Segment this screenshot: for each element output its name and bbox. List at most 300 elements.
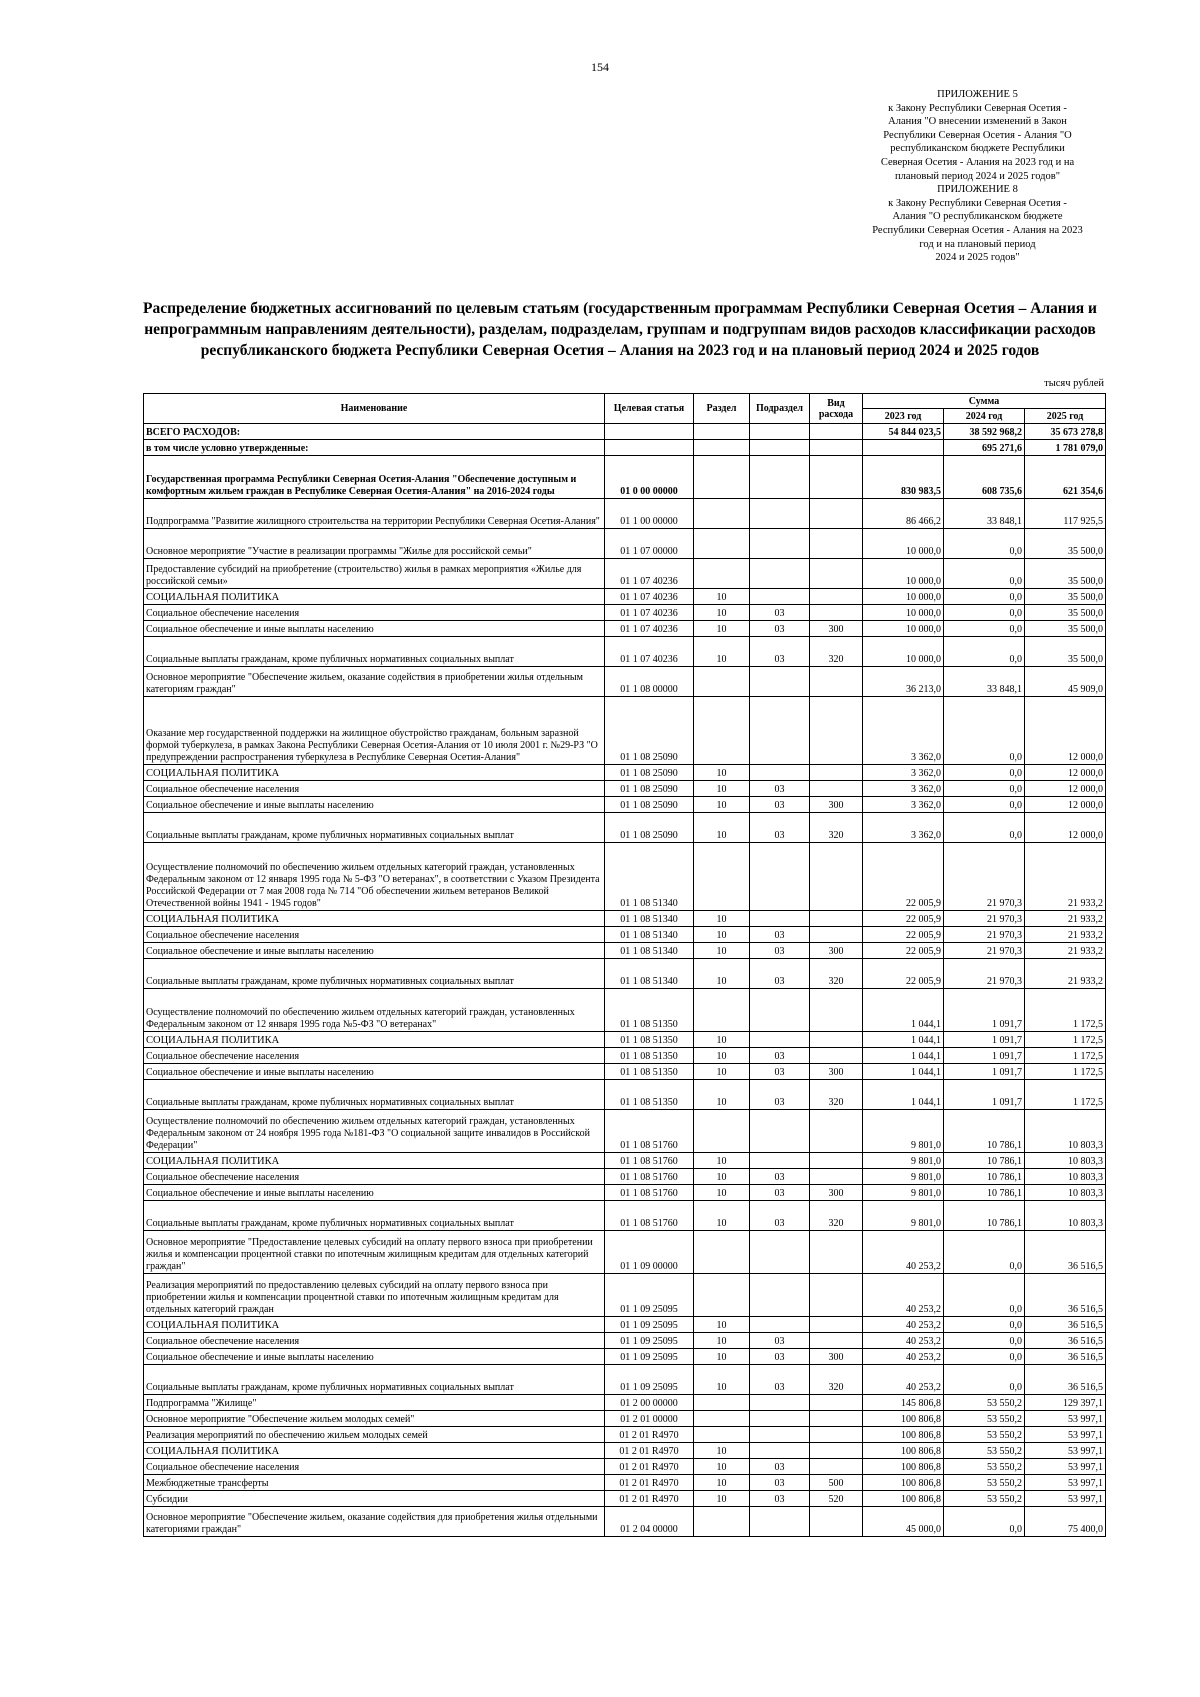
table-row	[144, 843, 1106, 911]
row-2023: 145 806,8	[863, 1395, 944, 1411]
header-2023: 2023 год	[863, 409, 944, 424]
appendix-line: Алания "О внесении изменений в Закон	[888, 116, 1067, 128]
row-subsection: 03	[750, 781, 810, 797]
row-name: Межбюджетные трансферты	[144, 1475, 605, 1491]
row-section: 10	[694, 1333, 750, 1349]
row-code: 01 1 09 25095	[605, 1317, 694, 1333]
row-name: Социальное обеспечение населения	[144, 1333, 605, 1349]
row-2023: 100 806,8	[863, 1459, 944, 1475]
row-code: 01 1 07 00000	[605, 529, 694, 559]
row-name: Социальное обеспечение населения	[144, 1169, 605, 1185]
row-2023: 100 806,8	[863, 1411, 944, 1427]
row-2023: 40 253,2	[863, 1333, 944, 1349]
row-subsection: 03	[750, 1169, 810, 1185]
row-2023: 36 213,0	[863, 667, 944, 697]
row-2024: 53 550,2	[944, 1459, 1025, 1475]
row-2025: 36 516,5	[1025, 1365, 1106, 1395]
row-2023: 54 844 023,5	[863, 424, 944, 440]
row-2025: 10 803,3	[1025, 1153, 1106, 1169]
row-kind: 320	[810, 813, 863, 843]
row-name: Социальное обеспечение населения	[144, 1048, 605, 1064]
row-2025: 53 997,1	[1025, 1411, 1106, 1427]
row-subsection	[750, 989, 810, 1032]
row-code: 01 1 08 51340	[605, 911, 694, 927]
row-kind	[810, 765, 863, 781]
row-2024: 10 786,1	[944, 1153, 1025, 1169]
row-name: Социальные выплаты гражданам, кроме публичных нормативных социальных выплат	[144, 959, 605, 989]
table-row	[144, 1274, 1106, 1317]
row-2025: 36 516,5	[1025, 1333, 1106, 1349]
row-name: СОЦИАЛЬНАЯ ПОЛИТИКА	[144, 911, 605, 927]
table-row	[144, 1064, 1106, 1080]
row-code: 01 1 08 51350	[605, 1048, 694, 1064]
row-2023: 3 362,0	[863, 781, 944, 797]
row-name: СОЦИАЛЬНАЯ ПОЛИТИКА	[144, 1032, 605, 1048]
row-subsection	[750, 697, 810, 765]
row-code: 01 1 07 40236	[605, 559, 694, 589]
row-name: Подпрограмма "Жилище"	[144, 1395, 605, 1411]
table-row	[144, 943, 1106, 959]
row-2023: 86 466,2	[863, 499, 944, 529]
appendix-line: ПРИЛОЖЕНИЕ 5	[937, 89, 1018, 100]
row-2024: 33 848,1	[944, 667, 1025, 697]
row-section: 10	[694, 589, 750, 605]
row-code: 01 1 08 25090	[605, 765, 694, 781]
row-code: 01 1 09 25095	[605, 1274, 694, 1317]
table-row	[144, 1365, 1106, 1395]
table-row	[144, 1032, 1106, 1048]
row-2025: 35 500,0	[1025, 559, 1106, 589]
row-section	[694, 456, 750, 499]
appendix-line: Алания "О республиканском бюджете	[892, 211, 1063, 223]
row-code: 01 1 08 25090	[605, 797, 694, 813]
appendix-line: плановый период 2024 и 2025 годов"	[894, 170, 1061, 182]
row-code: 01 1 08 51350	[605, 1032, 694, 1048]
row-2023: 1 044,1	[863, 1032, 944, 1048]
row-2023	[863, 440, 944, 456]
row-2023: 10 000,0	[863, 621, 944, 637]
row-section	[694, 697, 750, 765]
table-row	[144, 813, 1106, 843]
row-section: 10	[694, 1443, 750, 1459]
row-subsection: 03	[750, 1365, 810, 1395]
row-2024: 0,0	[944, 621, 1025, 637]
row-2024: 33 848,1	[944, 499, 1025, 529]
row-2024: 0,0	[944, 559, 1025, 589]
row-section: 10	[694, 1475, 750, 1491]
row-2023: 10 000,0	[863, 605, 944, 621]
row-name: Социальное обеспечение и иные выплаты населению	[144, 621, 605, 637]
row-2024: 1 091,7	[944, 1080, 1025, 1110]
row-name: Основное мероприятие "Обеспечение жильем молодых семей"	[144, 1411, 605, 1427]
row-subsection	[750, 424, 810, 440]
table-row	[144, 697, 1106, 765]
row-kind: 300	[810, 1349, 863, 1365]
table-row	[144, 797, 1106, 813]
row-section: 10	[694, 1032, 750, 1048]
row-2024: 0,0	[944, 1365, 1025, 1395]
row-subsection: 03	[750, 1475, 810, 1491]
row-code: 01 1 08 51340	[605, 959, 694, 989]
row-code: 01 1 08 51340	[605, 843, 694, 911]
row-section	[694, 424, 750, 440]
row-2025: 1 172,5	[1025, 1032, 1106, 1048]
row-name: Социальное обеспечение населения	[144, 781, 605, 797]
row-2025: 12 000,0	[1025, 813, 1106, 843]
row-subsection: 03	[750, 1349, 810, 1365]
row-kind	[810, 667, 863, 697]
row-kind	[810, 1459, 863, 1475]
table-row	[144, 440, 1106, 456]
row-2023: 22 005,9	[863, 927, 944, 943]
table-row	[144, 1395, 1106, 1411]
row-2025: 35 500,0	[1025, 605, 1106, 621]
table-row	[144, 1507, 1106, 1537]
row-kind	[810, 529, 863, 559]
table-row	[144, 1169, 1106, 1185]
row-2025: 12 000,0	[1025, 797, 1106, 813]
row-subsection: 03	[750, 621, 810, 637]
row-section: 10	[694, 765, 750, 781]
row-2025: 21 933,2	[1025, 927, 1106, 943]
row-kind: 300	[810, 797, 863, 813]
row-2024: 53 550,2	[944, 1395, 1025, 1411]
table-row	[144, 765, 1106, 781]
row-2023: 9 801,0	[863, 1110, 944, 1153]
row-name: Социальные выплаты гражданам, кроме публичных нормативных социальных выплат	[144, 637, 605, 667]
row-code: 01 1 08 51340	[605, 927, 694, 943]
row-kind	[810, 989, 863, 1032]
row-kind	[810, 1443, 863, 1459]
row-2023: 22 005,9	[863, 911, 944, 927]
row-subsection: 03	[750, 797, 810, 813]
row-kind	[810, 1317, 863, 1333]
table-row	[144, 529, 1106, 559]
row-code: 01 1 08 51760	[605, 1185, 694, 1201]
row-subsection	[750, 1110, 810, 1153]
table-row	[144, 424, 1106, 440]
row-2023: 100 806,8	[863, 1427, 944, 1443]
row-subsection	[750, 559, 810, 589]
row-section	[694, 559, 750, 589]
row-section: 10	[694, 959, 750, 989]
row-2024: 0,0	[944, 797, 1025, 813]
appendix-line: к Закону Республики Северная Осетия -	[888, 197, 1067, 209]
row-2024: 0,0	[944, 605, 1025, 621]
row-section: 10	[694, 1185, 750, 1201]
row-name: ВСЕГО РАСХОДОВ:	[144, 424, 605, 440]
row-2023: 40 253,2	[863, 1365, 944, 1395]
row-section	[694, 1110, 750, 1153]
row-code: 01 2 00 00000	[605, 1395, 694, 1411]
row-section: 10	[694, 1048, 750, 1064]
row-2023: 40 253,2	[863, 1317, 944, 1333]
row-2025: 21 933,2	[1025, 943, 1106, 959]
appendix-line: 2024 и 2025 годов"	[935, 252, 1020, 264]
row-name: Оказание мер государственной поддержки на жилищное обустройство гражданам, больным заразной формой туберкулеза, в рамках Закона Республики Северная Осетия-Алания от 10 июля 2001 г. №29-РЗ "О предупреждении распространения туберкулеза в Республике Северная Осетия-Алания"	[144, 697, 605, 765]
row-kind: 320	[810, 1365, 863, 1395]
row-subsection: 03	[750, 1201, 810, 1231]
row-code: 01 1 07 40236	[605, 637, 694, 667]
row-2025: 1 172,5	[1025, 989, 1106, 1032]
table-row	[144, 1411, 1106, 1427]
row-2025: 36 516,5	[1025, 1317, 1106, 1333]
row-2025: 117 925,5	[1025, 499, 1106, 529]
row-kind	[810, 1231, 863, 1274]
row-2025: 35 500,0	[1025, 529, 1106, 559]
table-row	[144, 1153, 1106, 1169]
row-2024: 10 786,1	[944, 1185, 1025, 1201]
row-2025: 129 397,1	[1025, 1395, 1106, 1411]
row-name: СОЦИАЛЬНАЯ ПОЛИТИКА	[144, 765, 605, 781]
row-section: 10	[694, 1169, 750, 1185]
row-2023: 40 253,2	[863, 1274, 944, 1317]
row-2025: 21 933,2	[1025, 843, 1106, 911]
row-subsection	[750, 1395, 810, 1411]
row-name: Субсидии	[144, 1491, 605, 1507]
row-subsection	[750, 1427, 810, 1443]
row-2024: 0,0	[944, 589, 1025, 605]
row-kind	[810, 781, 863, 797]
row-name: Социальное обеспечение населения	[144, 1459, 605, 1475]
row-section: 10	[694, 1201, 750, 1231]
row-kind: 300	[810, 1185, 863, 1201]
table-row	[144, 1491, 1106, 1507]
row-code: 01 1 07 40236	[605, 589, 694, 605]
row-name: Реализация мероприятий по предоставлению целевых субсидий на оплату первого взноса при приобретении жилья и компенсации процентной ставки по ипотечным жилищным кредитам для отдельных категорий граждан	[144, 1274, 605, 1317]
table-row	[144, 1048, 1106, 1064]
row-kind	[810, 1507, 863, 1537]
row-name: Социальное обеспечение и иные выплаты населению	[144, 1349, 605, 1365]
row-2023: 10 000,0	[863, 589, 944, 605]
row-code: 01 1 08 51350	[605, 1064, 694, 1080]
row-2024: 0,0	[944, 1231, 1025, 1274]
table-row	[144, 589, 1106, 605]
row-subsection	[750, 667, 810, 697]
row-2023: 3 362,0	[863, 765, 944, 781]
table-row	[144, 1080, 1106, 1110]
row-2025: 35 500,0	[1025, 637, 1106, 667]
row-code: 01 2 01 00000	[605, 1411, 694, 1427]
row-subsection: 03	[750, 1048, 810, 1064]
row-section	[694, 989, 750, 1032]
row-2023: 100 806,8	[863, 1491, 944, 1507]
row-2024: 0,0	[944, 781, 1025, 797]
row-name: Социальные выплаты гражданам, кроме публичных нормативных социальных выплат	[144, 1080, 605, 1110]
row-code: 01 0 00 00000	[605, 456, 694, 499]
appendix-line: Республики Северная Осетия - Алания "О	[883, 129, 1072, 141]
row-2024: 21 970,3	[944, 959, 1025, 989]
table-row	[144, 667, 1106, 697]
row-kind	[810, 456, 863, 499]
row-2023: 9 801,0	[863, 1185, 944, 1201]
row-2024: 21 970,3	[944, 843, 1025, 911]
row-section: 10	[694, 1491, 750, 1507]
row-kind: 300	[810, 621, 863, 637]
row-kind	[810, 605, 863, 621]
row-section: 10	[694, 1317, 750, 1333]
row-kind	[810, 1411, 863, 1427]
row-kind	[810, 1333, 863, 1349]
row-code: 01 2 01 R4970	[605, 1443, 694, 1459]
row-2023: 22 005,9	[863, 843, 944, 911]
row-code: 01 2 01 R4970	[605, 1459, 694, 1475]
table-row	[144, 637, 1106, 667]
row-code: 01 1 08 51350	[605, 989, 694, 1032]
row-name: Социальные выплаты гражданам, кроме публичных нормативных социальных выплат	[144, 1201, 605, 1231]
row-code: 01 1 09 25095	[605, 1349, 694, 1365]
row-section	[694, 667, 750, 697]
budget-table	[143, 393, 1106, 1537]
row-2024: 21 970,3	[944, 943, 1025, 959]
row-name: Основное мероприятие "Участие в реализации программы "Жилье для российской семьи"	[144, 529, 605, 559]
row-name: СОЦИАЛЬНАЯ ПОЛИТИКА	[144, 589, 605, 605]
row-2024: 0,0	[944, 765, 1025, 781]
row-subsection	[750, 765, 810, 781]
table-row	[144, 1231, 1106, 1274]
row-2025: 35 673 278,8	[1025, 424, 1106, 440]
header-subsection: Подраздел	[750, 394, 810, 424]
row-2024: 38 592 968,2	[944, 424, 1025, 440]
table-row	[144, 1475, 1106, 1491]
row-2025: 36 516,5	[1025, 1349, 1106, 1365]
row-kind	[810, 440, 863, 456]
row-subsection	[750, 1317, 810, 1333]
row-subsection: 03	[750, 943, 810, 959]
row-name: Государственная программа Республики Северная Осетия-Алания "Обеспечение доступным и комфортным жильем граждан в Республике Северная Осетия-Алания" на 2016-2024 годы	[144, 456, 605, 499]
row-kind	[810, 1169, 863, 1185]
row-code: 01 1 09 25095	[605, 1365, 694, 1395]
row-2024: 10 786,1	[944, 1201, 1025, 1231]
row-section	[694, 843, 750, 911]
row-kind	[810, 424, 863, 440]
row-2025: 1 172,5	[1025, 1048, 1106, 1064]
row-section	[694, 440, 750, 456]
row-2025: 53 997,1	[1025, 1459, 1106, 1475]
row-2023: 3 362,0	[863, 797, 944, 813]
row-2025: 12 000,0	[1025, 697, 1106, 765]
row-kind: 520	[810, 1491, 863, 1507]
row-name: СОЦИАЛЬНАЯ ПОЛИТИКА	[144, 1317, 605, 1333]
header-2024: 2024 год	[944, 409, 1025, 424]
row-2024: 608 735,6	[944, 456, 1025, 499]
row-2024: 0,0	[944, 637, 1025, 667]
row-name: Основное мероприятие "Обеспечение жильем, оказание содействия для приобретения жилья отдельными категориями граждан"	[144, 1507, 605, 1537]
row-subsection	[750, 1274, 810, 1317]
row-2025: 10 803,3	[1025, 1185, 1106, 1201]
row-2025: 10 803,3	[1025, 1169, 1106, 1185]
row-kind: 320	[810, 1080, 863, 1110]
row-2025: 10 803,3	[1025, 1110, 1106, 1153]
row-2024: 1 091,7	[944, 1032, 1025, 1048]
row-2023: 3 362,0	[863, 697, 944, 765]
row-kind	[810, 911, 863, 927]
row-kind	[810, 1153, 863, 1169]
row-name: Социальное обеспечение и иные выплаты населению	[144, 943, 605, 959]
row-subsection	[750, 1443, 810, 1459]
row-subsection: 03	[750, 927, 810, 943]
row-code: 01 1 09 00000	[605, 1231, 694, 1274]
row-section	[694, 1507, 750, 1537]
row-section	[694, 1427, 750, 1443]
table-body	[144, 424, 1106, 1537]
row-name: Основное мероприятие "Предоставление целевых субсидий на оплату первого взноса при приобретении жилья и компенсации процентной ставки по ипотечным жилищным кредитам для отдельных категорий граждан"	[144, 1231, 605, 1274]
row-section: 10	[694, 911, 750, 927]
table-row	[144, 1333, 1106, 1349]
row-2023: 830 983,5	[863, 456, 944, 499]
row-section: 10	[694, 1080, 750, 1110]
row-name: Осуществление полномочий по обеспечению жильем отдельных категорий граждан, установленных Федеральным законом от 24 ноября 1995 года №181-ФЗ "О социальной защите инвалидов в Российской Федерации"	[144, 1110, 605, 1153]
row-code: 01 1 08 51760	[605, 1110, 694, 1153]
table-row	[144, 559, 1106, 589]
table-row	[144, 1349, 1106, 1365]
row-kind	[810, 1048, 863, 1064]
row-2024: 0,0	[944, 1349, 1025, 1365]
row-2023: 9 801,0	[863, 1201, 944, 1231]
row-2023: 9 801,0	[863, 1153, 944, 1169]
table-row	[144, 927, 1106, 943]
row-2025: 35 500,0	[1025, 589, 1106, 605]
row-2023: 40 253,2	[863, 1231, 944, 1274]
row-2024: 0,0	[944, 1507, 1025, 1537]
row-2025: 45 909,0	[1025, 667, 1106, 697]
row-2023: 100 806,8	[863, 1443, 944, 1459]
row-subsection	[750, 529, 810, 559]
row-2023: 1 044,1	[863, 1080, 944, 1110]
row-kind	[810, 1110, 863, 1153]
row-2025: 1 781 079,0	[1025, 440, 1106, 456]
row-2024: 695 271,6	[944, 440, 1025, 456]
row-2024: 53 550,2	[944, 1491, 1025, 1507]
row-2024: 53 550,2	[944, 1427, 1025, 1443]
appendix-line: Республики Северная Осетия - Алания на 2023	[872, 224, 1083, 236]
row-2023: 40 253,2	[863, 1349, 944, 1365]
row-kind	[810, 589, 863, 605]
row-subsection: 03	[750, 1064, 810, 1080]
row-name: Социальные выплаты гражданам, кроме публичных нормативных социальных выплат	[144, 813, 605, 843]
row-2025: 35 500,0	[1025, 621, 1106, 637]
row-code: 01 1 08 25090	[605, 781, 694, 797]
row-code: 01 1 08 25090	[605, 697, 694, 765]
row-section: 10	[694, 1365, 750, 1395]
table-row	[144, 605, 1106, 621]
row-2023: 10 000,0	[863, 559, 944, 589]
row-name: в том числе условно утвержденные:	[144, 440, 605, 456]
appendix-line: год и на плановый период	[919, 238, 1036, 250]
row-code: 01 1 07 40236	[605, 605, 694, 621]
row-section: 10	[694, 637, 750, 667]
header-section: Раздел	[694, 394, 750, 424]
row-code: 01 1 08 25090	[605, 813, 694, 843]
table-row	[144, 456, 1106, 499]
row-code: 01 1 07 40236	[605, 621, 694, 637]
row-2024: 0,0	[944, 1333, 1025, 1349]
row-2025: 21 933,2	[1025, 911, 1106, 927]
row-2024: 21 970,3	[944, 911, 1025, 927]
table-row	[144, 499, 1106, 529]
row-subsection: 03	[750, 813, 810, 843]
row-2023: 9 801,0	[863, 1169, 944, 1185]
header-sum: Сумма	[863, 394, 1106, 409]
row-kind: 500	[810, 1475, 863, 1491]
row-subsection	[750, 499, 810, 529]
row-name: Подпрограмма "Развитие жилищного строительства на территории Республики Северная Осетия-Алания"	[144, 499, 605, 529]
row-subsection: 03	[750, 637, 810, 667]
row-subsection: 03	[750, 1185, 810, 1201]
row-2025: 12 000,0	[1025, 781, 1106, 797]
row-subsection	[750, 1411, 810, 1427]
row-subsection	[750, 911, 810, 927]
